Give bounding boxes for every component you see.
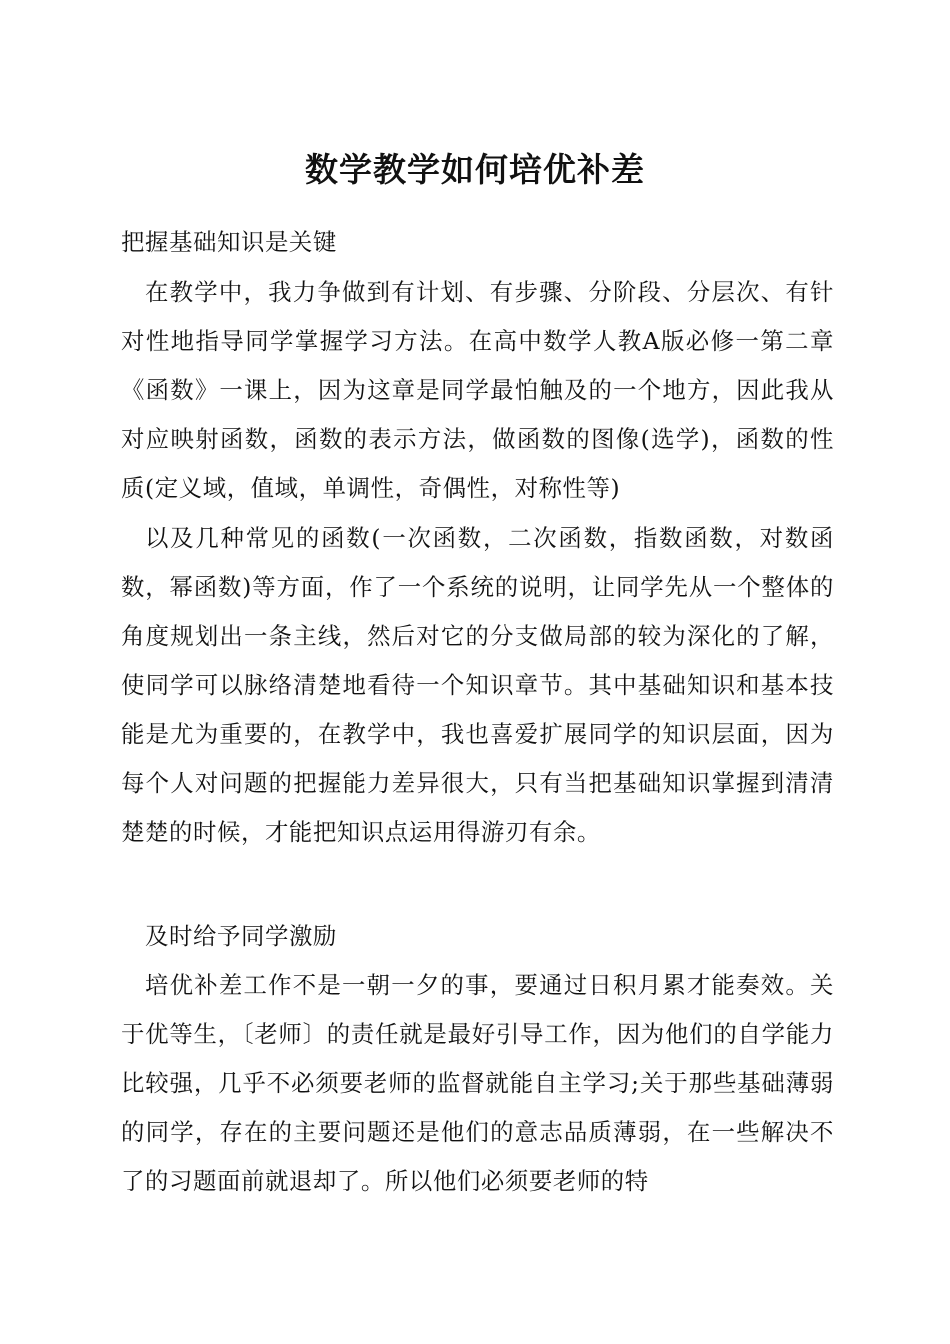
paragraph-gifted-and-weak-students: 培优补差工作不是一朝一夕的事，要通过日积月累才能奏效。关于优等生，〔老师〕的责任就是最好引导工作，因为他们的自学能力比较强，几乎不必须要老师的监督就能自主学习;关于那些基础薄弱的同学，存在的主要问题还是他们的意志品质薄弱，在一些解决不了的习题面前就退却了。所以他们必须要老师的特 bbox=[121, 971, 834, 1195]
section-heading-basic-knowledge: 把握基础知识是关键 bbox=[121, 228, 337, 256]
section-heading-encouragement: 及时给予同学激励 bbox=[145, 922, 337, 950]
paragraph-teaching-plan: 在教学中，我力争做到有计划、有步骤、分阶段、分层次、有针对性地指导同学掌握学习方法。在高中数学人教A版必修一第二章《函数》一课上，因为这章是同学最怕触及的一个地方，因此我从对应映射函数，函数的表示方法，做函数的图像(选学)，函数的性质(定义域，值域，单调性，奇偶性，对称性等) bbox=[121, 278, 834, 502]
document-title: 数学教学如何培优补差 bbox=[305, 150, 645, 189]
paragraph-function-types: 以及几种常见的函数(一次函数，二次函数，指数函数，对数函数，幂函数)等方面，作了一个系统的说明，让同学先从一个整体的角度规划出一条主线，然后对它的分支做局部的较为深化的了解，使同学可以脉络清楚地看待一个知识章节。其中基础知识和基本技能是尤为重要的，在教学中，我也喜爱扩展同学的知识层面，因为每个人对问题的把握能力差异很大，只有当把基础知识掌握到清清楚楚的时候，才能把知识点运用得游刃有余。 bbox=[121, 524, 834, 846]
